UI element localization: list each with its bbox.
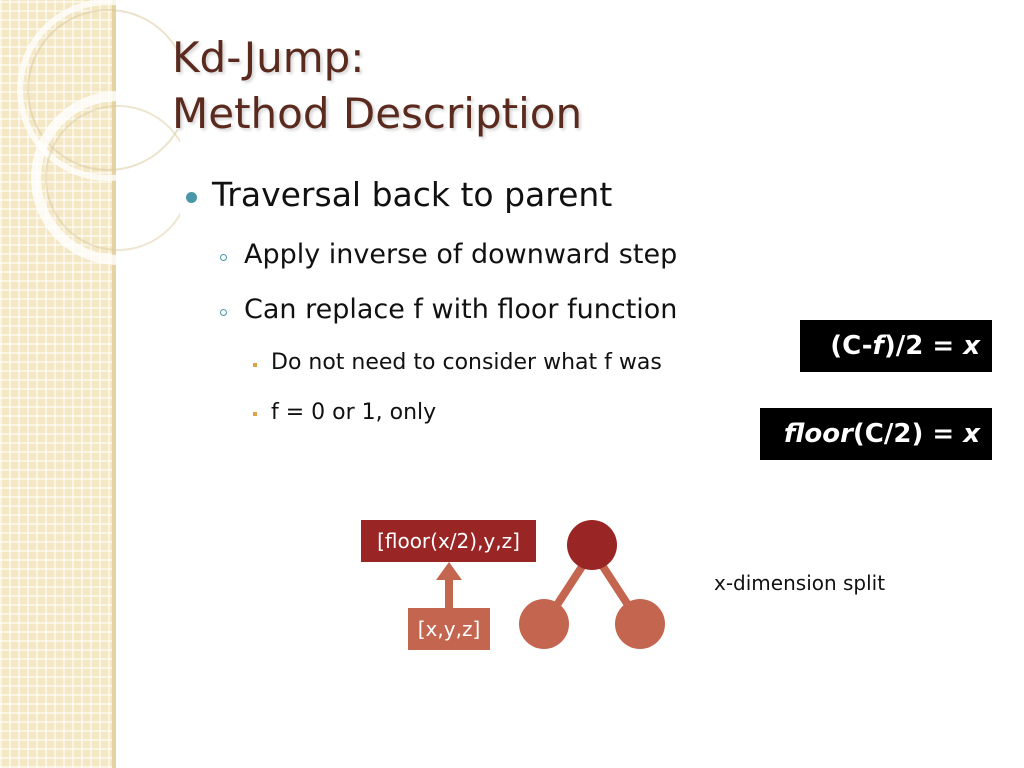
up-arrow-icon (436, 562, 462, 610)
bullet-dot-icon (186, 192, 197, 203)
left-child-node (519, 599, 569, 649)
formula-2-function: floor (783, 419, 853, 449)
sub-sub-bullet-square-icon (253, 412, 257, 416)
sub-bullet-ring-icon (220, 254, 227, 261)
formula-1-variable: f (872, 331, 884, 361)
bullet-level3-text-a: Do not need to consider what f was (271, 350, 662, 375)
formula-2-result: x (963, 419, 980, 449)
formula-box-floor (760, 408, 992, 460)
tree-edge-left (555, 562, 585, 608)
child-index-label: [x,y,z] (408, 608, 490, 650)
tree-edge-right (600, 562, 630, 608)
bullet-level2-text-b: Can replace f with floor function (244, 294, 678, 325)
formula-1-prefix: (C- (830, 331, 873, 361)
sub-bullet-ring-icon (220, 309, 227, 316)
formula-1-rest: )/2 = (883, 331, 964, 361)
slide-title (172, 30, 582, 142)
parent-index-label: [floor(x/2),y,z] (361, 520, 536, 562)
sub-sub-bullet-square-icon (253, 363, 257, 367)
title-line-2: Method Description (172, 89, 583, 138)
decorative-rings (0, 0, 180, 300)
title-line-1: Kd-Jump: (172, 33, 365, 82)
formula-2-rest: (C/2) = (852, 419, 964, 449)
formula-box-inverse (800, 320, 992, 372)
bullet-level3-text-b: f = 0 or 1, only (271, 400, 437, 425)
bullet-level1-text: Traversal back to parent (212, 175, 613, 214)
formula-1-result: x (963, 331, 980, 361)
bullet-level2-text-a: Apply inverse of downward step (244, 239, 678, 270)
parent-node (567, 520, 617, 570)
split-caption: x-dimension split (714, 571, 886, 595)
right-child-node (615, 599, 665, 649)
